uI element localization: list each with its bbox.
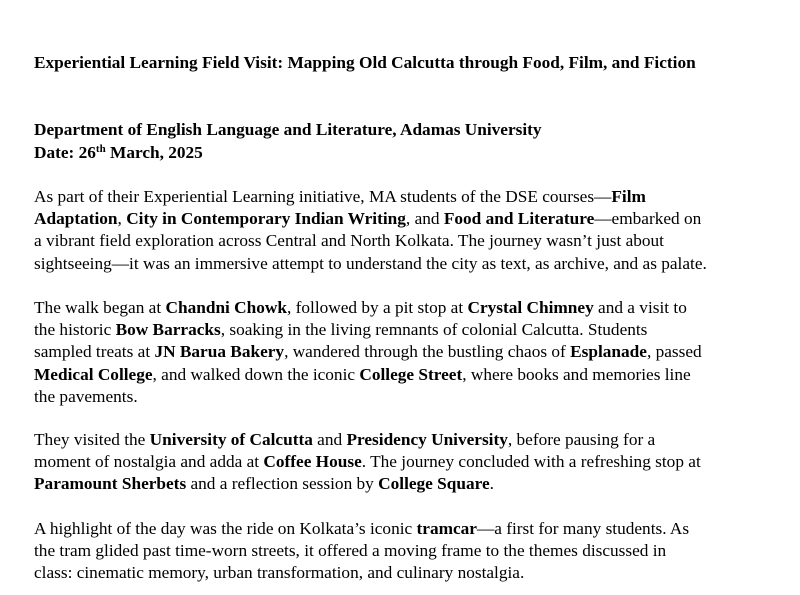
bold-place-esplanade: Esplanade [570,342,647,362]
text-run: As part of their Experiential Learning initiative, MA students of the DSE courses— [34,187,612,206]
bold-place-jn-barua-bakery: JN Barua Bakery [154,342,285,362]
bold-place-paramount-sherbets: Paramount Sherbets [34,474,187,494]
paragraph-line [34,429,794,451]
text-run: and [312,430,347,449]
paragraph-line: the pavements. [34,386,138,406]
text-run: A highlight of the day was the ride on Kolkata’s iconic [34,519,417,538]
paragraph-line [34,319,794,341]
text-run: The walk began at [34,298,166,317]
paragraph-line: a vibrant field exploration across Central and North Kolkata. The journey wasn’t just about [34,231,664,251]
paragraph-line: sightseeing—it was an immersive attempt to understand the city as text, as archive, and as palate. [34,253,707,273]
bold-term-city-writing: City in Contemporary Indian Writing [126,209,406,229]
text-run: and a reflection session by [186,474,379,494]
text-run: moment of nostalgia and adda at [34,452,264,472]
text-run: —embarked on [594,209,702,229]
text-run: , and walked down the iconic [152,364,360,384]
date-ordinal-suffix: th [95,143,106,155]
text-run: They visited the [34,430,150,449]
paragraph-line: class: cinematic memory, urban transformation, and culinary nostalgia. [34,563,525,583]
paragraph-visits [34,429,794,496]
bold-term-tramcar: tramcar [416,519,477,538]
paragraph-line [34,473,794,495]
paragraph-line [34,297,794,319]
text-run: , passed [646,342,702,362]
department-line: Department of English Language and Literature, Adamas University [34,120,542,139]
bold-place-university-calcutta: University of Calcutta [149,430,313,449]
bold-place-college-square: College Square [378,474,490,494]
text-run: , soaking in the living remnants of colonial Calcutta. Students [220,320,648,340]
date-line [34,142,203,164]
text-run: . The journey concluded with a refreshing stop at [361,452,701,472]
text-run: , where books and memories line [462,364,691,384]
text-run: , before pausing for a [507,430,656,449]
text-run: the historic [34,320,116,340]
bold-place-crystal-chimney: Crystal Chimney [467,298,594,317]
date-suffix: March, 2025 [105,143,203,162]
text-run: , and [405,209,444,229]
paragraph-route [34,297,794,408]
text-run: —a first for many students. As [476,519,690,538]
bold-term-food-literature: Food and Literature [443,209,595,229]
bold-place-bow-barracks: Bow Barracks [115,320,221,340]
bold-term-adaptation: Adaptation [34,209,118,229]
bold-term-film-adaptation: Film [611,187,646,206]
paragraph-line [34,518,794,540]
paragraph-line [34,341,794,363]
bold-place-chandni-chowk: Chandni Chowk [165,298,287,317]
bold-place-presidency-university: Presidency University [346,430,508,449]
date-prefix: Date: 26 [34,143,96,162]
bold-place-medical-college: Medical College [34,364,153,384]
text-run: , [117,209,127,229]
paragraph-intro [34,186,794,275]
document-title: Experiential Learning Field Visit: Mapping Old Calcutta through Food, Film, and Fiction [34,53,696,72]
paragraph-line: the tram glided past time-worn streets, it offered a moving frame to the themes discussed in [34,541,667,561]
paragraph-line [34,451,794,473]
text-run: . [489,474,494,494]
paragraph-line [34,364,794,386]
paragraph-line [34,186,794,208]
bold-place-college-street: College Street [359,364,463,384]
text-run: , wandered through the bustling chaos of [284,342,571,362]
bold-place-coffee-house: Coffee House [263,452,362,472]
paragraph-highlight [34,518,794,585]
paragraph-line [34,208,794,230]
text-run: and a visit to [593,298,687,317]
text-run: , followed by a pit stop at [287,298,468,317]
text-run: sampled treats at [34,342,155,362]
